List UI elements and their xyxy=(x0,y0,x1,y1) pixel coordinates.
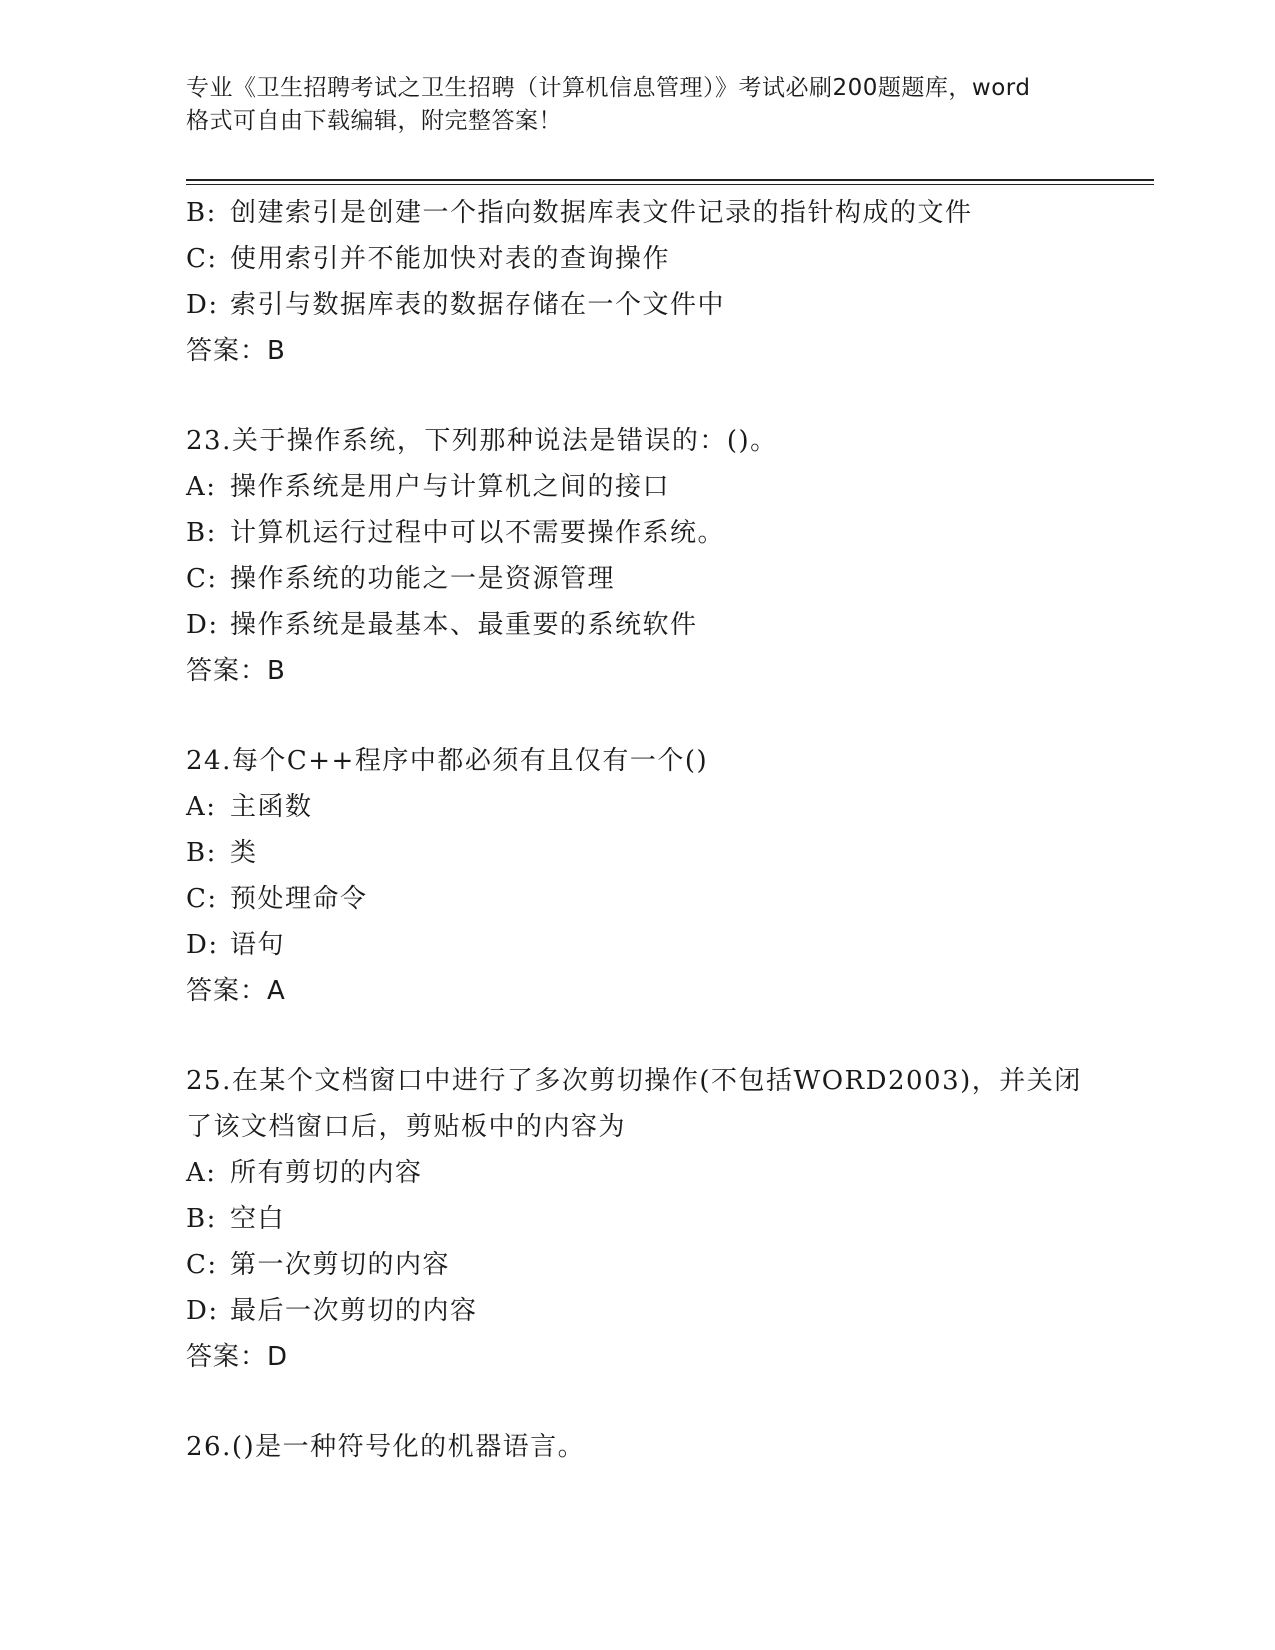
option-c: C: 操作系统的功能之一是资源管理 xyxy=(186,564,616,594)
question-23 xyxy=(186,418,1154,694)
question-25 xyxy=(186,1058,1154,1380)
answer-label: 答案：B xyxy=(186,336,286,366)
question-stem: 23.关于操作系统，下列那种说法是错误的：()。 xyxy=(186,426,778,456)
answer-label: 答案：B xyxy=(186,656,286,686)
option-c: C: 预处理命令 xyxy=(186,884,368,914)
option-b: B: 类 xyxy=(186,838,258,868)
question-list xyxy=(186,190,1154,1514)
question-stem: 26.()是一种符号化的机器语言。 xyxy=(186,1432,586,1462)
question-stem-line-2: 了该文档窗口后，剪贴板中的内容为 xyxy=(186,1112,627,1142)
header-title-line-1: 专业《卫生招聘考试之卫生招聘（计算机信息管理）》考试必刷200题题库，word xyxy=(186,75,1031,101)
option-d: D: 语句 xyxy=(186,930,286,960)
header-divider-thick xyxy=(186,179,1154,181)
option-b: B: 创建索引是创建一个指向数据库表文件记录的指针构成的文件 xyxy=(186,198,973,228)
option-a: A: 操作系统是用户与计算机之间的接口 xyxy=(186,472,671,502)
question-26 xyxy=(186,1424,1154,1470)
question-stem: 24.每个C++程序中都必须有且仅有一个() xyxy=(186,746,709,776)
question-stem-line-1: 25.在某个文档窗口中进行了多次剪切操作(不包括WORD2003)，并关闭 xyxy=(186,1066,1082,1096)
document-header xyxy=(186,72,1086,138)
option-b: B: 计算机运行过程中可以不需要操作系统。 xyxy=(186,518,726,548)
header-title-line-2: 格式可自由下载编辑，附完整答案！ xyxy=(186,108,562,134)
answer-label: 答案：D xyxy=(186,1342,289,1372)
option-c: C: 使用索引并不能加快对表的查询操作 xyxy=(186,244,671,274)
option-d: D: 索引与数据库表的数据存储在一个文件中 xyxy=(186,290,726,320)
header-divider-thin xyxy=(186,184,1154,185)
option-d: D: 操作系统是最基本、最重要的系统软件 xyxy=(186,610,698,640)
option-a: A: 主函数 xyxy=(186,792,313,822)
question-22-continued xyxy=(186,190,1154,374)
option-b: B: 空白 xyxy=(186,1204,286,1234)
option-a: A: 所有剪切的内容 xyxy=(186,1158,423,1188)
option-d: D: 最后一次剪切的内容 xyxy=(186,1296,478,1326)
answer-label: 答案：A xyxy=(186,976,286,1006)
option-c: C: 第一次剪切的内容 xyxy=(186,1250,451,1280)
question-24 xyxy=(186,738,1154,1014)
